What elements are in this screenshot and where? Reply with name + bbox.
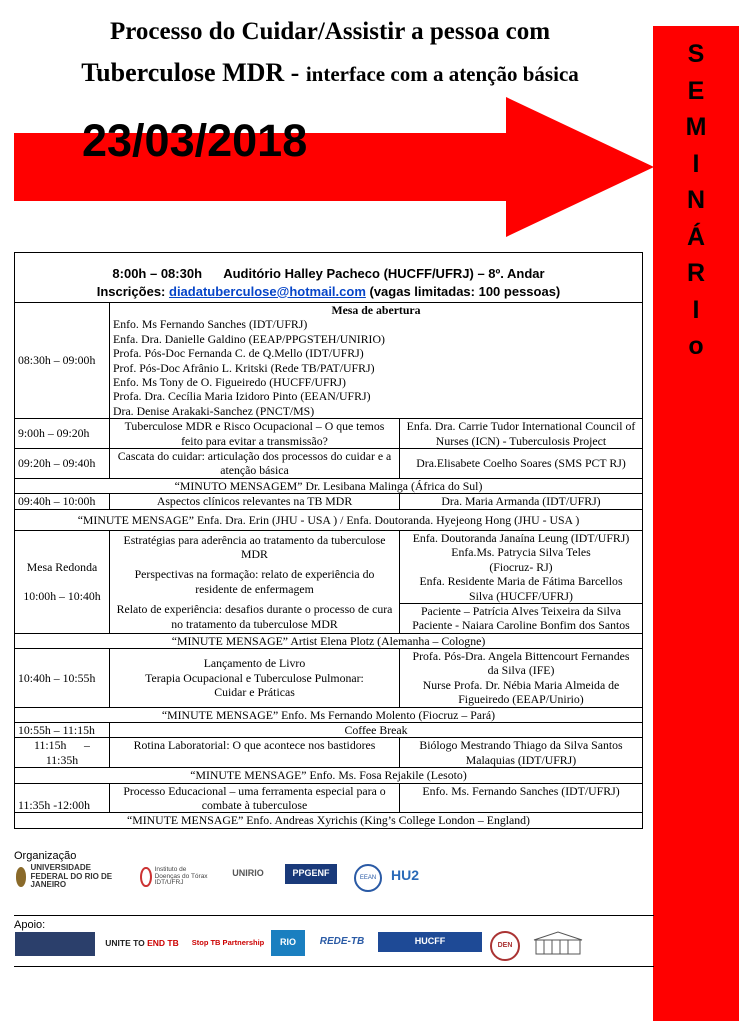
minute-message-3: “MINUTE MENSAGE” Artist Elena Plotz (Alemanha – Cologne) xyxy=(15,633,643,648)
seminario-letter: M xyxy=(685,113,707,141)
session-2-topic: Cascata do cuidar: articulação dos processos do cuidar e a atenção básica xyxy=(110,449,400,479)
idt-logo-text: Instituto de Doenças do Tórax IDT/UFRJ xyxy=(154,865,208,887)
ufrj-emblem-icon xyxy=(16,867,26,887)
seminario-vertical-text xyxy=(653,36,739,365)
seminario-letter: o xyxy=(688,332,704,360)
session-3-topic: Aspectos clínicos relevantes na TB MDR xyxy=(110,494,400,509)
eean-logo: EEAN xyxy=(354,864,382,892)
round-table-patient-line: Paciente - Naiara Caroline Bonfim dos Santos xyxy=(412,618,630,633)
header-location-line: 8:00h – 08:30h Auditório Halley Pacheco (HUCFF/UFRJ) – 8º. Andar xyxy=(112,266,545,281)
hu2-logo: HU2 xyxy=(390,866,419,883)
coffee-time: 10:55h – 11:15h xyxy=(15,723,110,738)
session-4-topic xyxy=(110,649,400,708)
opening-name-line: Profa. Dra. Cecília Maria Izidoro Pinto (EEAN/UFRJ) xyxy=(113,389,371,404)
session-5-time-start: 11:15h – xyxy=(34,738,90,753)
ppgenf-logo: PPGENF xyxy=(285,864,337,884)
minute-message-1: “MINUTO MENSAGEM” Dr. Lesibana Malinga (África do Sul) xyxy=(15,478,643,493)
seminario-letter: I xyxy=(692,149,700,178)
opening-name-line: Profa. Pós-Doc Fernanda C. de Q.Mello (IDT/UFRJ) xyxy=(113,346,364,361)
unite-to-end-tb-logo xyxy=(100,932,184,954)
opening-name-line: Dra. Denise Arakaki-Sanchez (PNCT/MS) xyxy=(113,403,315,418)
divider-bottom xyxy=(14,966,654,967)
stop-tb-logo: Stop TB Partnership xyxy=(191,938,265,948)
session-4-topic-line: Cuidar e Práticas xyxy=(214,685,295,700)
session-4-speaker-line: Figueiredo (EEAP/Unirio) xyxy=(458,692,584,707)
session-4-speaker-line: da Silva (IFE) xyxy=(487,663,555,678)
seminario-letter: E xyxy=(687,76,705,105)
divider-apoio xyxy=(14,915,654,916)
round-table-topic-1: Estratégias para aderência ao tratamento da tuberculose MDR xyxy=(123,532,386,562)
session-5-time xyxy=(15,738,110,768)
opening-time: 08:30h – 09:00h xyxy=(15,303,110,419)
session-4-time: 10:40h – 10:55h xyxy=(15,649,110,708)
session-3-time: 09:40h – 10:00h xyxy=(15,494,110,509)
minute-message-2: “MINUTE MENSAGE” Enfa. Dra. Erin (JHU - USA ) / Enfa. Doutoranda. Hyejeong Hong (JHU - USA ) xyxy=(15,509,643,530)
round-table-topics xyxy=(110,530,400,633)
round-table-speaker-line: Enfa.Ms. Patrycia Silva Teles xyxy=(451,545,591,560)
rede-tb-logo: REDE-TB xyxy=(319,935,365,947)
session-1-topic: Tuberculose MDR e Risco Ocupacional – O que temos feito para evitar a transmissão? xyxy=(110,419,400,449)
seminario-letter: Á xyxy=(686,222,706,251)
seminario-letter: I xyxy=(692,295,700,324)
opening-name-line: Enfo. Ms Tony de O. Figueiredo (HUCFF/UFRJ) xyxy=(113,375,346,390)
seminario-letter: R xyxy=(686,259,706,287)
title-line-2-subtitle: interface com a atenção básica xyxy=(305,62,579,86)
session-4-speaker-line: Nurse Profa. Dr. Nébia Maria Almeida de xyxy=(422,677,620,692)
round-table-time-cell xyxy=(15,530,110,633)
idt-logo xyxy=(140,864,210,890)
opening-name-line: Enfa. Dra. Danielle Galdino (EEAP/PPGSTEH/UNIRIO) xyxy=(113,331,385,346)
unirio-logo: UNIRIO xyxy=(232,868,264,879)
end-tb-text: END TB xyxy=(147,937,179,948)
title-line-2-main: Tuberculose MDR - xyxy=(81,58,306,87)
registration-label: Inscrições: xyxy=(96,283,169,299)
round-table-speaker-line: (Fiocruz- RJ) xyxy=(489,559,553,574)
session-1-speaker: Enfa. Dra. Carrie Tudor International Council of Nurses (ICN) - Tuberculosis Project xyxy=(400,419,643,449)
opening-name-line: Prof. Pós-Doc Afrânio L. Kritski (Rede TB/PAT/UFRJ) xyxy=(113,360,375,375)
session-5-topic: Rotina Laboratorial: O que acontece nos bastidores xyxy=(110,738,400,768)
round-table-speaker-line: Silva (HUCFF/UFRJ) xyxy=(469,588,573,603)
registration-line xyxy=(15,283,642,301)
unite-to-text: UNITE TO xyxy=(105,937,145,948)
registration-email-link[interactable]: diadatuberculose@hotmail.com xyxy=(169,283,366,299)
session-6-speaker: Enfo. Ms. Fernando Sanches (IDT/UFRJ) xyxy=(400,783,643,813)
session-6-time: 11:35h -12:00h xyxy=(15,783,110,813)
opening-panel xyxy=(110,303,643,419)
session-6-topic: Processo Educacional – uma ferramenta especial para o combate à tuberculose xyxy=(110,783,400,813)
session-4-topic-line: Terapia Ocupacional e Tuberculose Pulmonar: xyxy=(145,670,364,685)
seminario-sidebar xyxy=(653,26,739,1021)
program-header xyxy=(15,253,643,303)
opening-title: Mesa de abertura xyxy=(331,303,421,318)
round-table-patients xyxy=(400,603,643,633)
minute-message-6: “MINUTE MENSAGE” Enfo. Andreas Xyrichis (King’s College London – England) xyxy=(15,813,643,828)
title-line-1: Processo do Cuidar/Assistir a pessoa com xyxy=(109,18,551,45)
opening-names-list xyxy=(113,317,639,418)
session-4-topic-line: Lançamento de Livro xyxy=(203,656,306,671)
session-4-speaker xyxy=(400,649,643,708)
minute-message-4: “MINUTE MENSAGE” Enfo. Ms Fernando Molento (Fiocruz – Pará) xyxy=(15,707,643,722)
idt-emblem-icon xyxy=(140,867,152,887)
den-logo: DEN xyxy=(490,931,520,961)
session-2-speaker: Dra.Elisabete Coelho Soares (SMS PCT RJ) xyxy=(400,449,643,479)
building-icon xyxy=(530,930,586,958)
session-1-time: 9:00h – 09:20h xyxy=(15,419,110,449)
opening-name-line: Enfo. Ms Fernando Sanches (IDT/UFRJ) xyxy=(113,317,308,332)
title-line-2 xyxy=(0,58,660,88)
rio-prefeitura-logo: RIO xyxy=(271,930,305,956)
round-table-topic-3: Relato de experiência: desafios durante o processo de cura no tratamento da tuberculose MDR xyxy=(116,602,393,631)
round-table-label: Mesa Redonda xyxy=(26,560,98,575)
hucff-logo: HUCFF xyxy=(378,932,482,952)
session-5-time-end: 11:35h xyxy=(45,752,79,767)
ufrj-logo-text: UNIVERSIDADE FEDERAL DO RIO DE JANEIRO xyxy=(30,863,113,890)
round-table-topic-2: Perspectivas na formação: relato de experiência do residente de enfermagem xyxy=(134,567,375,596)
seminario-letter: N xyxy=(686,186,706,214)
round-table-speaker-line: Enfa. Doutoranda Janaína Leung (IDT/UFRJ) xyxy=(412,530,630,545)
ufrj-logo xyxy=(16,864,126,890)
organization-label: Organização xyxy=(14,850,77,862)
session-3-speaker: Dra. Maria Armanda (IDT/UFRJ) xyxy=(400,494,643,509)
session-2-time: 09:20h – 09:40h xyxy=(15,449,110,479)
registration-note: (vagas limitadas: 100 pessoas) xyxy=(365,283,561,299)
minute-message-5: “MINUTE MENSAGE” Enfo. Ms. Fosa Rejakile (Lesoto) xyxy=(15,768,643,783)
seminario-letter: S xyxy=(687,40,705,68)
round-table-speakers xyxy=(400,530,643,603)
round-table-speaker-line: Enfa. Residente Maria de Fátima Barcellos xyxy=(419,574,623,589)
ministry-logo xyxy=(15,932,95,956)
program-table xyxy=(14,252,643,829)
round-table-patient-line: Paciente – Patrícia Alves Teixeira da Silva xyxy=(420,603,622,618)
building-logo xyxy=(530,930,586,958)
apoio-label: Apoio: xyxy=(14,919,46,931)
session-5-speaker: Biólogo Mestrando Thiago da Silva Santos Malaquias (IDT/UFRJ) xyxy=(400,738,643,768)
coffee-break: Coffee Break xyxy=(110,723,643,738)
round-table-time: 10:00h – 10:40h xyxy=(23,588,101,603)
event-date: 23/03/2018 xyxy=(82,115,308,166)
session-4-speaker-line: Profa. Pós-Dra. Angela Bittencourt Fernandes xyxy=(412,649,630,664)
